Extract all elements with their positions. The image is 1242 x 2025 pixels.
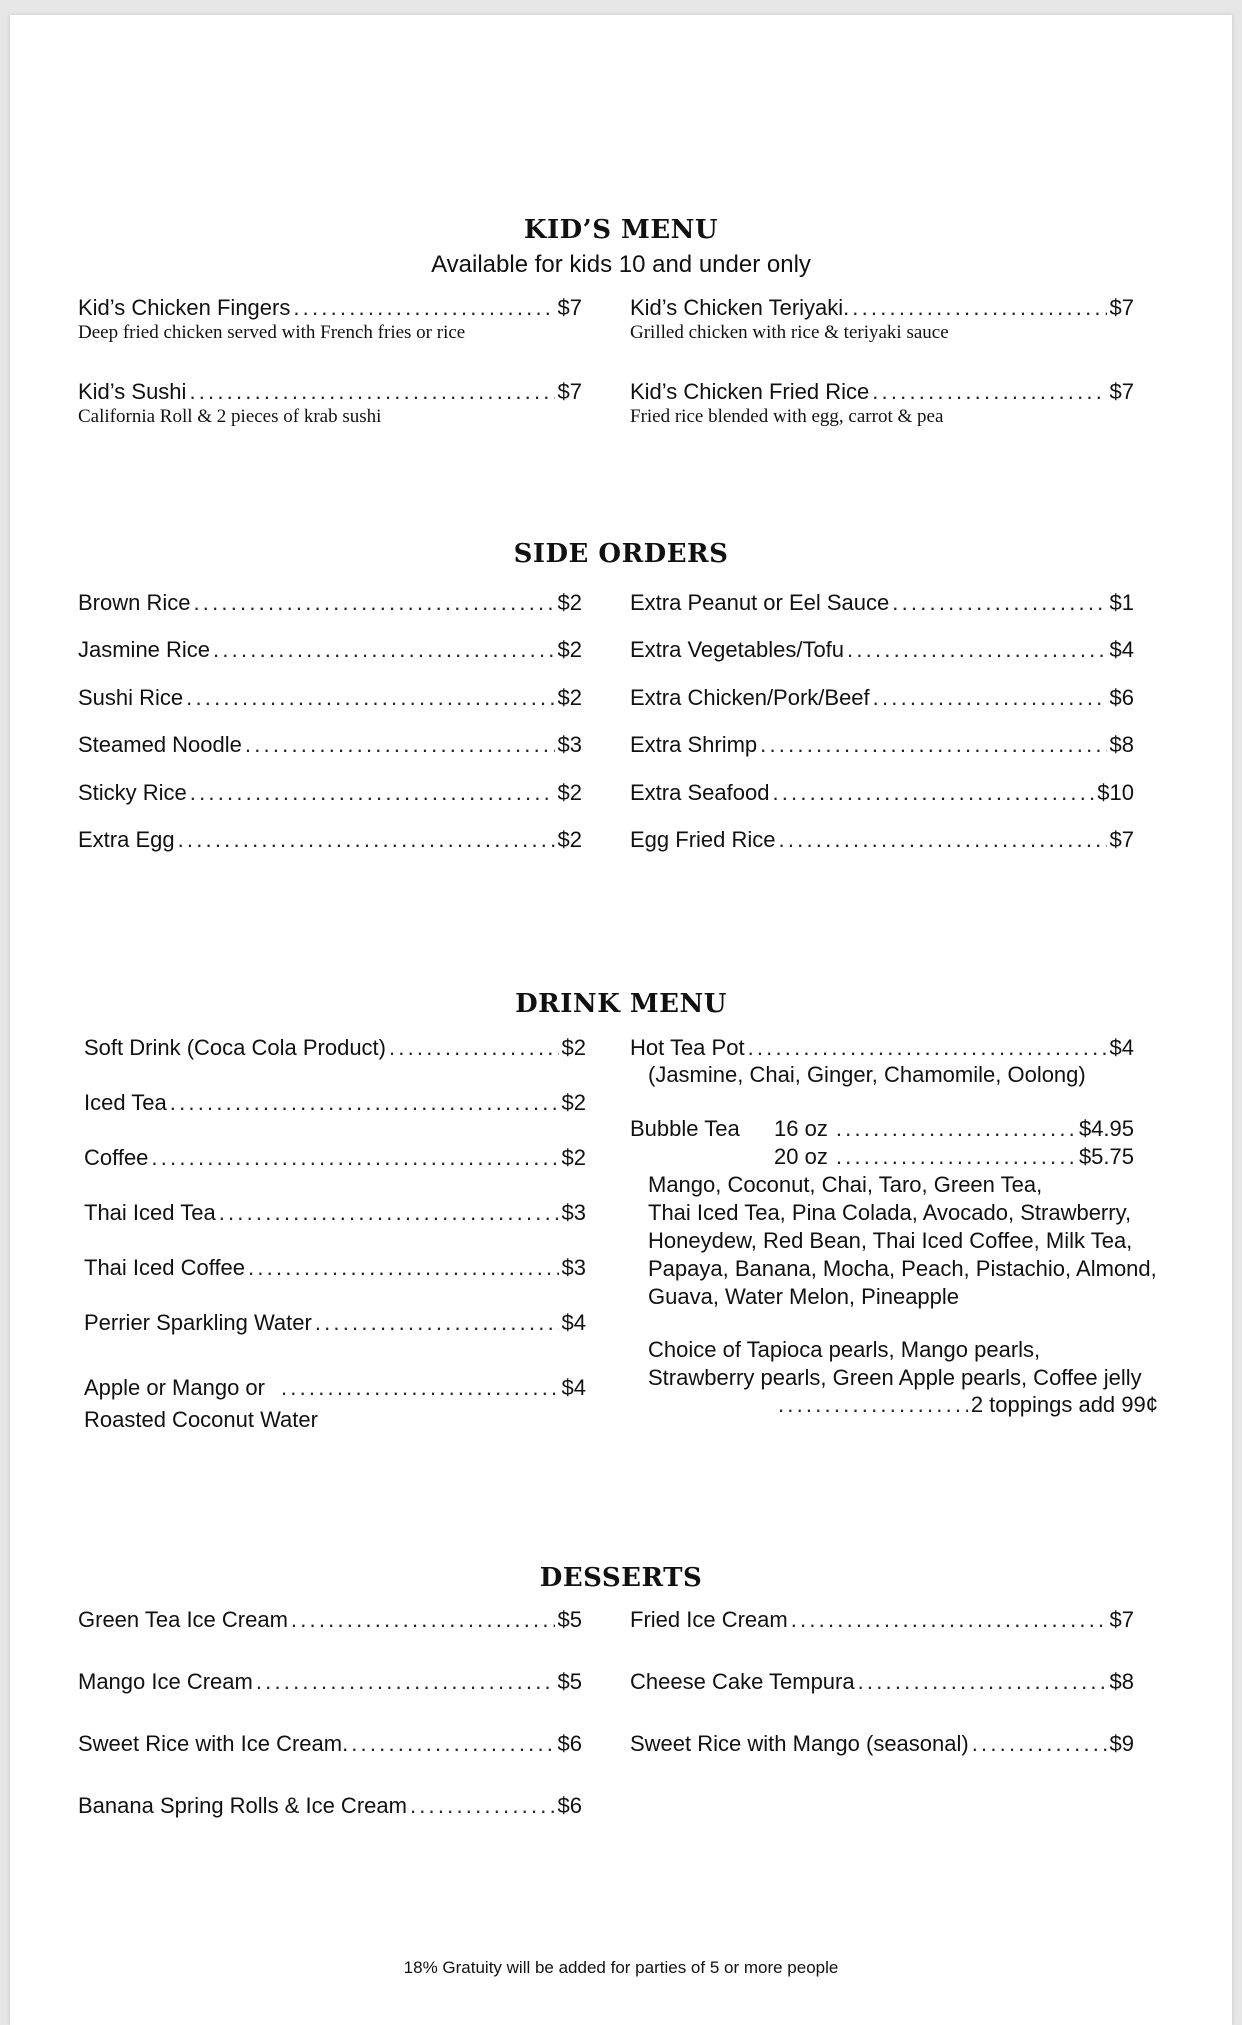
leader-dots [281, 1375, 559, 1401]
menu-item [84, 1090, 586, 1116]
item-price: $9 [1109, 1731, 1134, 1756]
item-price: $3 [561, 1255, 586, 1280]
leader-dots [772, 780, 1094, 806]
item-name: Thai Iced Coffee [84, 1255, 246, 1280]
item-price: $6 [557, 1793, 582, 1818]
menu-item [84, 1035, 586, 1061]
item-name: Sweet Rice with Ice Cream. [78, 1731, 349, 1756]
item-name: Extra Chicken/Pork/Beef [630, 685, 870, 710]
menu-item [84, 1255, 586, 1281]
item-price: $4 [1109, 1035, 1134, 1060]
leader-dots [748, 1035, 1107, 1061]
item-name: Mango Ice Cream [78, 1669, 253, 1694]
side-orders-title: SIDE ORDERS [513, 539, 729, 569]
leader-dots [760, 732, 1106, 758]
item-name: Apple or Mango or [84, 1375, 265, 1400]
size-label: 16 oz [774, 1116, 828, 1141]
leader-dots [873, 685, 1107, 711]
menu-item [630, 1669, 1134, 1695]
leader-dots [248, 1255, 558, 1281]
item-price: $7 [557, 379, 582, 404]
menu-item [630, 1607, 1134, 1633]
item-name: Sweet Rice with Mango (seasonal) [630, 1731, 969, 1756]
item-name: Kid’s Chicken Fried Rice [630, 379, 870, 404]
size-label: 20 oz [774, 1144, 828, 1169]
bubble-tea-label: Bubble Tea [630, 1116, 740, 1141]
bubble-tea-flavors [648, 1171, 1157, 1311]
leader-dots [189, 379, 554, 405]
drink-menu-title: DRINK MENU [515, 989, 727, 1019]
item-price: $4 [561, 1375, 586, 1400]
kids-menu-subtitle: Available for kids 10 and under only [431, 251, 811, 278]
item-name: Jasmine Rice [78, 637, 211, 662]
item-description: California Roll & 2 pieces of krab sushi [78, 406, 382, 427]
item-price: $7 [1109, 295, 1134, 320]
item-price: $6 [557, 1731, 582, 1756]
menu-item [78, 1793, 582, 1819]
kids-menu-title: KID’S MENU [523, 215, 719, 245]
menu-item [78, 780, 582, 806]
item-description: Deep fried chicken served with French fries or rice [78, 322, 466, 343]
item-description: Grilled chicken with rice & teriyaki sauce [630, 322, 949, 343]
item-price: $1 [1109, 590, 1134, 615]
flavor-line: Mango, Coconut, Chai, Taro, Green Tea, [648, 1172, 1043, 1197]
leader-dots [872, 379, 1106, 405]
menu-item [78, 379, 582, 405]
leader-dots [892, 590, 1106, 616]
flavor-line: Guava, Water Melon, Pineapple [648, 1284, 960, 1309]
item-name: Extra Vegetables/Tofu [630, 637, 845, 662]
topping-price [778, 1392, 1158, 1418]
menu-item [630, 295, 1134, 321]
leader-dots [852, 295, 1106, 321]
leader-dots [291, 1607, 555, 1633]
menu-item [630, 685, 1134, 711]
leader-dots [245, 732, 555, 758]
bubble-tea-size [774, 1116, 1134, 1142]
menu-item [84, 1375, 586, 1401]
item-name: Extra Peanut or Eel Sauce [630, 590, 890, 615]
item-name: Coffee [84, 1145, 149, 1170]
menu-item [78, 827, 582, 853]
size-price: $4.95 [1078, 1116, 1134, 1141]
item-price: $8 [1109, 732, 1134, 757]
leader-dots [847, 637, 1106, 663]
menu-item [78, 637, 582, 663]
menu-item [630, 1035, 1134, 1061]
item-description: Roasted Coconut Water [84, 1407, 318, 1432]
topping-line: Choice of Tapioca pearls, Mango pearls, [648, 1337, 1041, 1362]
item-price: $5 [557, 1607, 582, 1632]
menu-item [84, 1310, 586, 1336]
menu-item [78, 1731, 582, 1757]
item-price: $4 [561, 1310, 586, 1335]
menu-item [630, 637, 1134, 663]
item-price: $2 [561, 1035, 586, 1060]
item-name: Sushi Rice [78, 685, 184, 710]
topping-line: Strawberry pearls, Green Apple pearls, Coffee jelly [648, 1365, 1142, 1390]
leader-dots [256, 1669, 555, 1695]
item-name: Perrier Sparkling Water [84, 1310, 312, 1335]
item-price: $2 [557, 827, 582, 852]
leader-dots [779, 827, 1107, 853]
item-name: Kid’s Chicken Teriyaki. [630, 295, 850, 320]
flavor-line: Papaya, Banana, Mocha, Peach, Pistachio, Almond, [648, 1256, 1157, 1281]
size-price: $5.75 [1078, 1144, 1134, 1169]
item-name: Iced Tea [84, 1090, 167, 1115]
leader-dots [219, 1200, 559, 1226]
item-name: Green Tea Ice Cream [78, 1607, 288, 1632]
item-price: $4 [1109, 637, 1134, 662]
item-name: Thai Iced Tea [84, 1200, 216, 1225]
item-name: Extra Egg [78, 827, 175, 852]
item-name: Extra Shrimp [630, 732, 758, 757]
item-price: $6 [1109, 685, 1134, 710]
item-name: Kid’s Chicken Fingers [78, 295, 291, 320]
menu-page [10, 15, 1232, 2025]
leader-dots [972, 1731, 1107, 1757]
leader-dots [778, 1392, 968, 1418]
menu-item [78, 732, 582, 758]
gratuity-note: 18% Gratuity will be added for parties of 5 or more people [403, 1958, 839, 1977]
leader-dots [293, 295, 554, 321]
item-description: (Jasmine, Chai, Ginger, Chamomile, Oolong) [648, 1062, 1086, 1087]
item-name: Egg Fried Rice [630, 827, 776, 852]
item-price: $8 [1109, 1669, 1134, 1694]
item-name: Extra Seafood [630, 780, 770, 805]
leader-dots [178, 827, 555, 853]
item-name: Cheese Cake Tempura [630, 1669, 855, 1694]
menu-item [78, 685, 582, 711]
leader-dots [315, 1310, 559, 1336]
leader-dots [151, 1145, 558, 1171]
item-description: Fried rice blended with egg, carrot & pea [630, 406, 944, 427]
leader-dots [410, 1793, 555, 1819]
item-price: $3 [561, 1200, 586, 1225]
item-price: $2 [557, 780, 582, 805]
leader-dots [190, 780, 555, 806]
item-name: Brown Rice [78, 590, 191, 615]
item-name: Hot Tea Pot [630, 1035, 745, 1060]
flavor-line: Honeydew, Red Bean, Thai Iced Coffee, Milk Tea, [648, 1228, 1133, 1253]
item-price: $7 [1109, 827, 1134, 852]
item-price: $10 [1097, 780, 1134, 805]
item-price: $2 [561, 1145, 586, 1170]
topping-price-label: 2 toppings add 99¢ [970, 1392, 1158, 1417]
menu-item [84, 1200, 586, 1226]
item-name: Steamed Noodle [78, 732, 242, 757]
leader-dots [186, 685, 554, 711]
leader-dots [836, 1116, 1076, 1142]
menu-item [630, 780, 1134, 806]
desserts-title: DESSERTS [539, 1563, 703, 1593]
menu-item [630, 732, 1134, 758]
leader-dots [351, 1731, 554, 1757]
menu-item [78, 1607, 582, 1633]
menu-item [630, 379, 1134, 405]
item-price: $7 [1109, 1607, 1134, 1632]
item-price: $3 [557, 732, 582, 757]
leader-dots [836, 1144, 1076, 1170]
menu-item [78, 590, 582, 616]
item-price: $7 [1109, 379, 1134, 404]
item-price: $2 [557, 685, 582, 710]
menu-item [630, 827, 1134, 853]
menu-item [84, 1145, 586, 1171]
menu-item [630, 1731, 1134, 1757]
leader-dots [389, 1035, 559, 1061]
menu-item [78, 295, 582, 321]
item-name: Sticky Rice [78, 780, 187, 805]
flavor-line: Thai Iced Tea, Pina Colada, Avocado, Strawberry, [648, 1200, 1132, 1225]
leader-dots [193, 590, 554, 616]
leader-dots [791, 1607, 1107, 1633]
leader-dots [213, 637, 554, 663]
item-price: $5 [557, 1669, 582, 1694]
bubble-tea-toppings [648, 1336, 1142, 1392]
menu-item [630, 590, 1134, 616]
item-price: $7 [557, 295, 582, 320]
item-price: $2 [561, 1090, 586, 1115]
item-name: Soft Drink (Coca Cola Product) [84, 1035, 386, 1060]
item-name: Fried Ice Cream [630, 1607, 788, 1632]
item-price: $2 [557, 637, 582, 662]
leader-dots [858, 1669, 1107, 1695]
item-name: Banana Spring Rolls & Ice Cream [78, 1793, 407, 1818]
item-price: $2 [557, 590, 582, 615]
menu-item [78, 1669, 582, 1695]
item-name: Kid’s Sushi [78, 379, 187, 404]
leader-dots [170, 1090, 559, 1116]
bubble-tea-size [774, 1144, 1134, 1170]
